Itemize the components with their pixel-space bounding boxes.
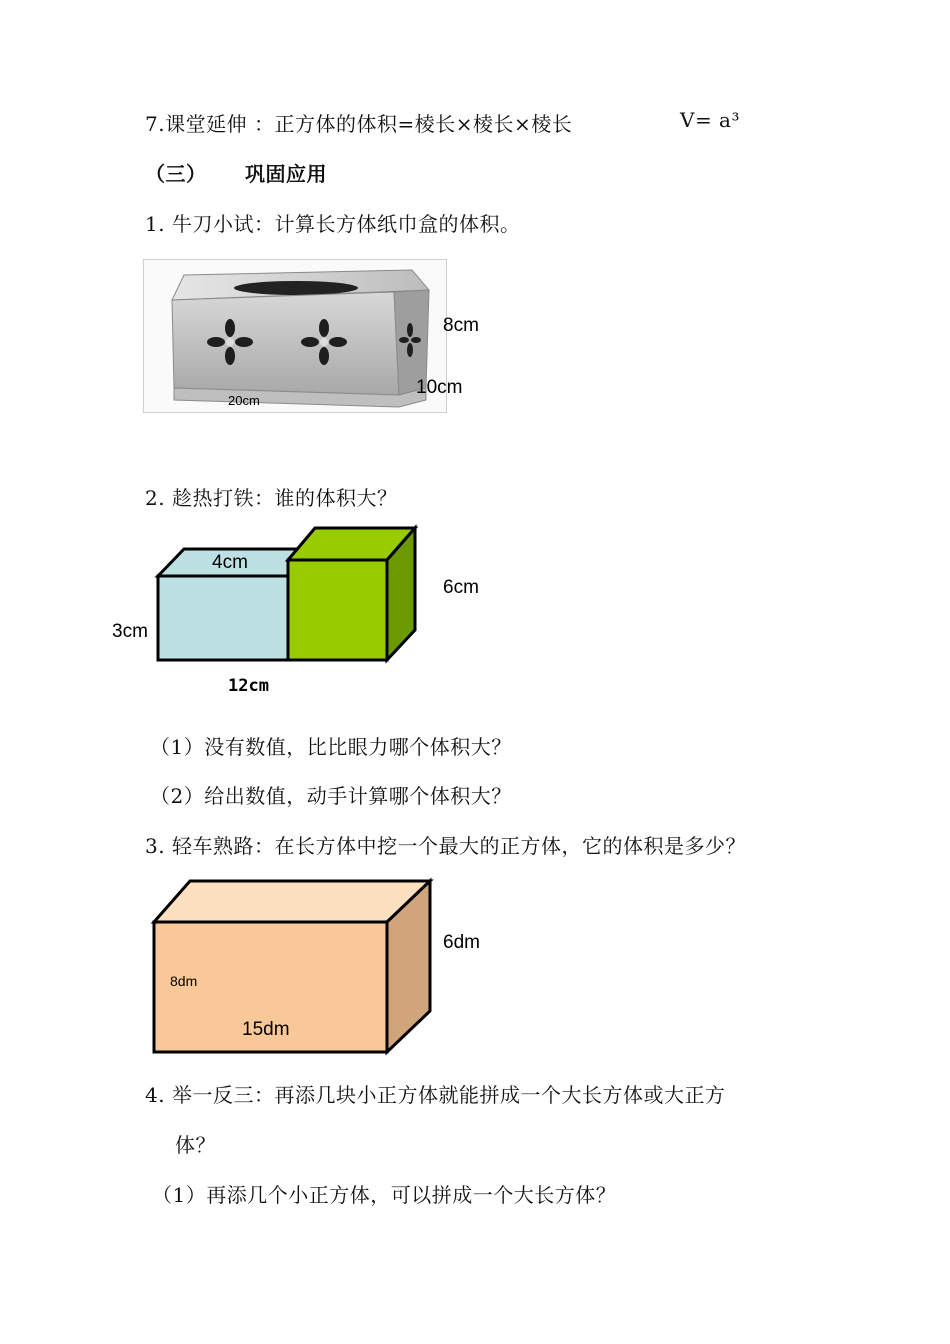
cuboid-length-label: 15dm: [242, 1019, 290, 1040]
box-width-label: 10cm: [416, 377, 463, 398]
cuboid-depth-label: 8dm: [170, 973, 198, 989]
peach-cuboid-figure: [150, 876, 435, 1056]
cuboid-and-cube-figure: [150, 522, 425, 667]
box-height-label: 8cm: [443, 315, 479, 336]
question-4-sub-1: （1）再添几个小正方体，可以拼成一个大长方体？: [152, 1183, 617, 1207]
tissue-box-drawing: [144, 260, 446, 412]
volume-formula: V= a³: [680, 108, 740, 132]
question-4-line-1: 4. 举一反三：再添几块小正方体就能拼成一个大长方体或大正方: [145, 1083, 726, 1107]
box-length-label: 20cm: [228, 393, 260, 408]
cuboid-top-label: 4cm: [212, 552, 248, 573]
cuboid-height-label: 6dm: [443, 932, 480, 953]
question-4-line-2: 体？: [175, 1133, 216, 1157]
section-number: （三）: [145, 162, 207, 186]
cuboid-left-label: 3cm: [112, 621, 148, 642]
question-2-sub-2: （2）给出数值，动手计算哪个体积大？: [150, 784, 512, 808]
cube-side-label: 6cm: [443, 577, 479, 598]
section7-text: 7.课堂延伸 ：正方体的体积=棱长×棱长×棱长: [145, 112, 573, 136]
question-1: 1. 牛刀小试：计算长方体纸巾盒的体积。: [145, 212, 521, 236]
section-title: 巩固应用: [245, 164, 327, 186]
question-2: 2. 趁热打铁：谁的体积大？: [145, 486, 398, 510]
cuboid-bottom-label: 12cm: [228, 676, 269, 696]
tissue-box-image: [143, 259, 447, 413]
green-cube: [288, 528, 415, 660]
question-3: 3. 轻车熟路：在长方体中挖一个最大的正方体，它的体积是多少？: [145, 834, 746, 858]
question-2-sub-1: （1）没有数值，比比眼力哪个体积大？: [150, 735, 512, 759]
